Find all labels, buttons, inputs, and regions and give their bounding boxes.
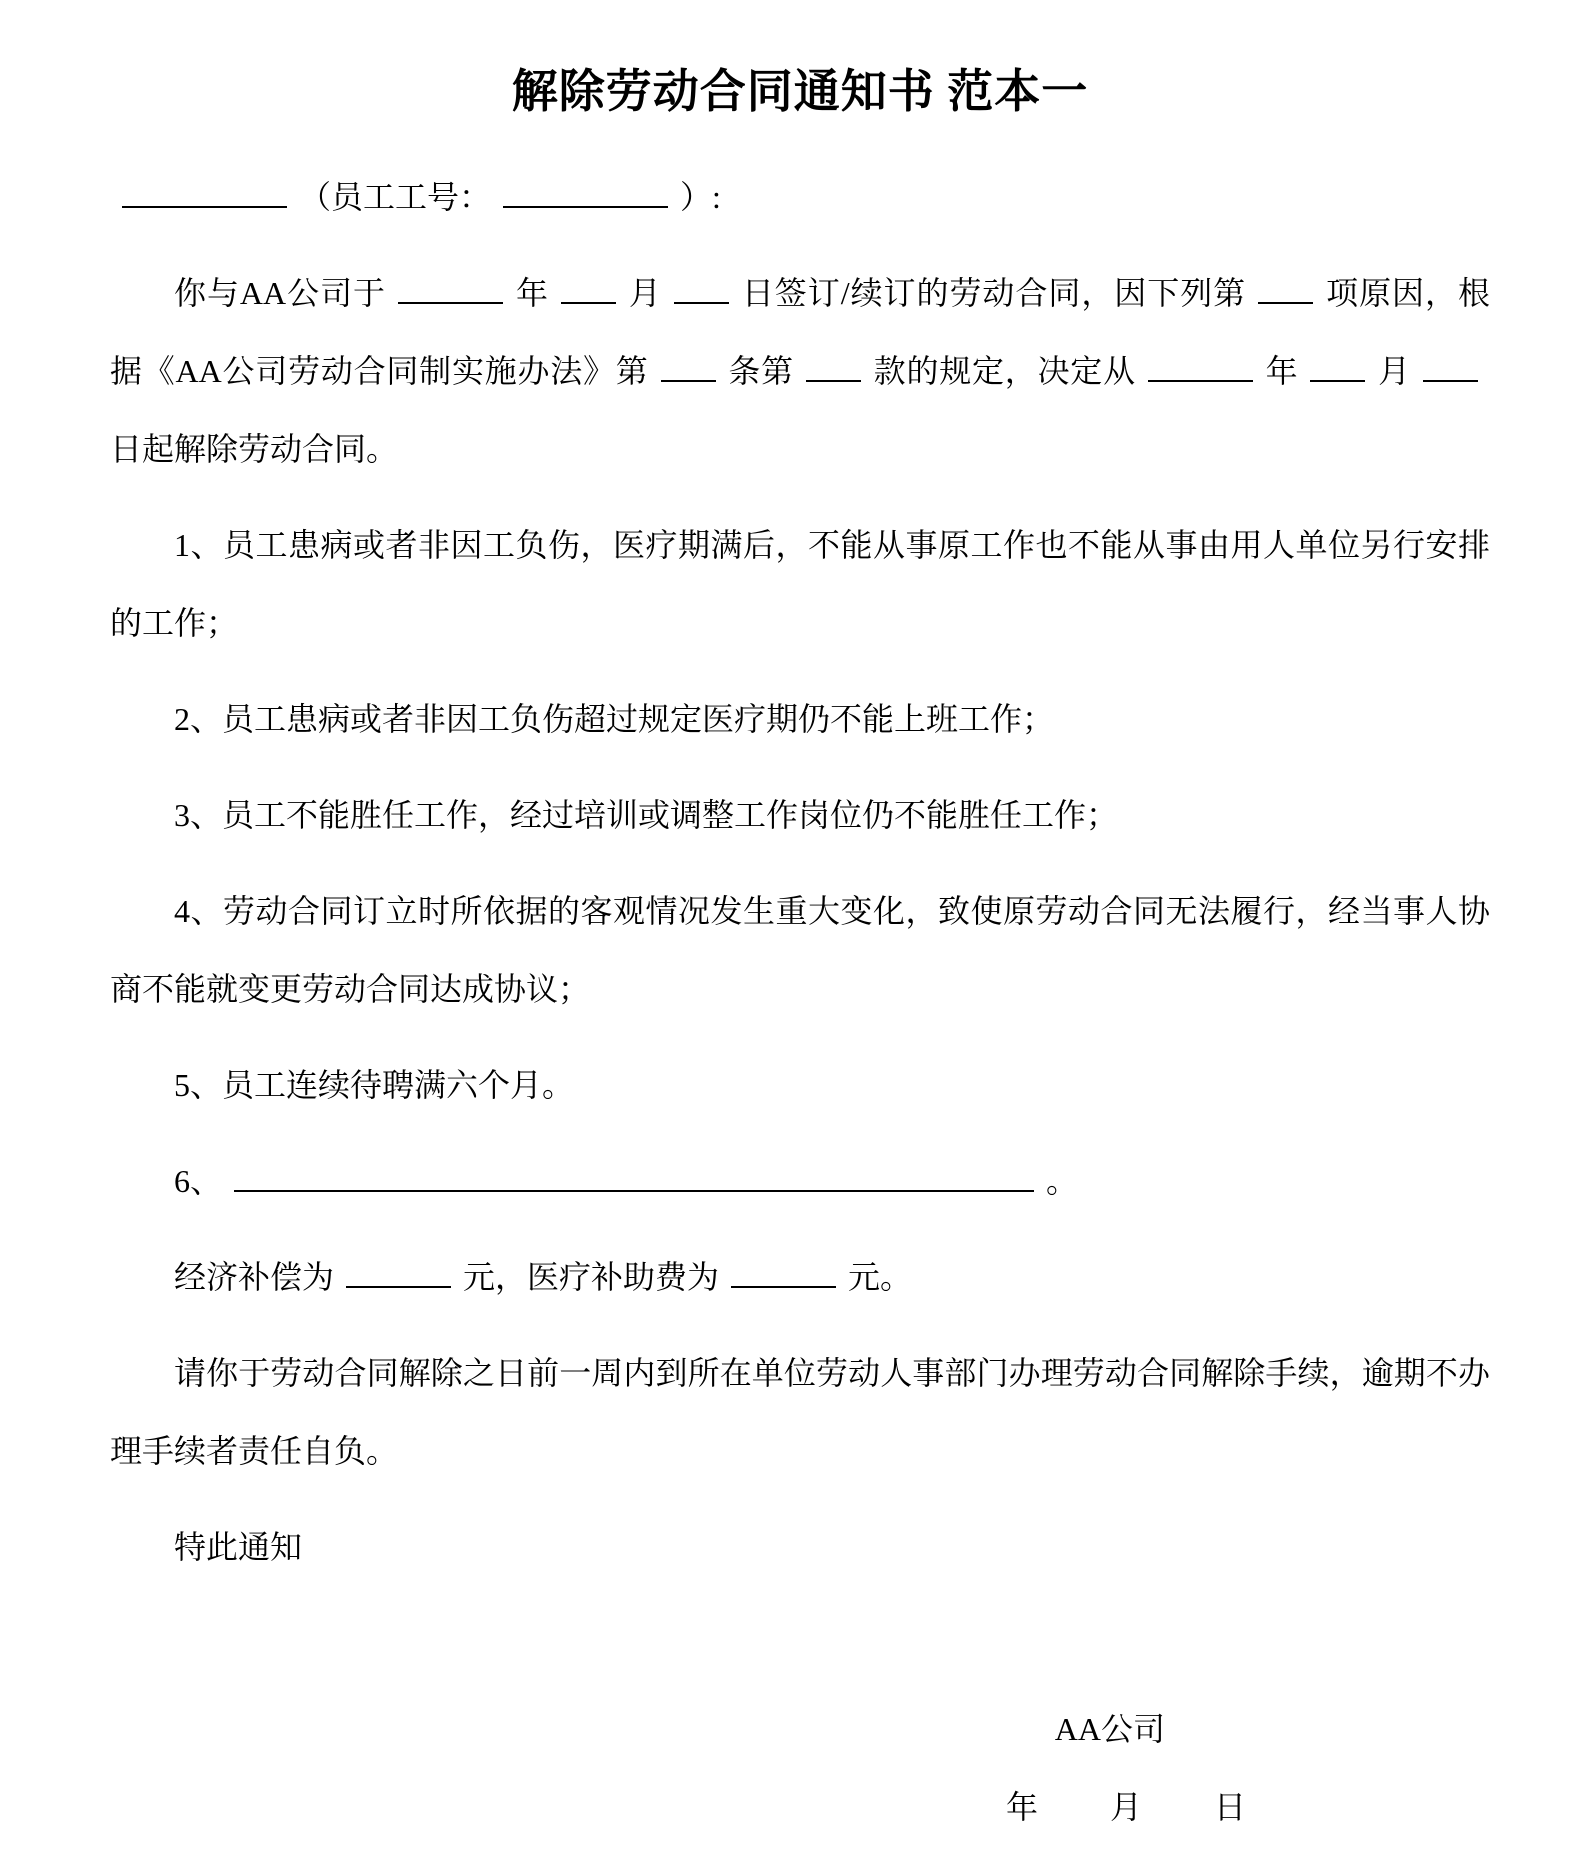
signature-month-label: 月: [1109, 1789, 1142, 1825]
fill-in-blank[interactable]: [234, 1156, 1034, 1192]
signature-company: AA公司: [1054, 1711, 1165, 1747]
text-segment: 你与AA公司于: [174, 275, 386, 311]
fill-in-blank[interactable]: [806, 346, 861, 382]
reason-item-3: 3、员工不能胜任工作，经过培训或调整工作岗位仍不能胜任工作；: [174, 797, 1119, 833]
text-segment: 年: [1264, 353, 1299, 389]
reason-item-2: 2、员工患病或者非因工负伤超过规定医疗期仍不能上班工作；: [174, 701, 1055, 737]
fill-in-blank[interactable]: [346, 1252, 451, 1288]
fill-in-blank[interactable]: [1148, 346, 1253, 382]
text-segment: 款的规定，决定从: [872, 353, 1136, 389]
text-segment: 项原因，根据《AA公司劳动合同制实施办法》第: [110, 275, 1490, 389]
fill-in-blank[interactable]: [122, 172, 287, 208]
fill-in-blank[interactable]: [503, 172, 668, 208]
fill-in-blank[interactable]: [1423, 346, 1478, 382]
text-segment: 。: [1046, 1163, 1079, 1199]
reason-item-6: [110, 1142, 1490, 1220]
fill-in-blank[interactable]: [674, 268, 729, 304]
text-segment: ）:: [680, 179, 721, 215]
signature-day-label: 日: [1213, 1789, 1246, 1825]
fill-in-blank[interactable]: [661, 346, 716, 382]
reason-item-5: 5、员工连续待聘满六个月。: [174, 1067, 575, 1103]
document-title: 解除劳动合同通知书 范本一: [511, 66, 1089, 117]
fill-in-blank[interactable]: [561, 268, 616, 304]
signature-date-line: [110, 1768, 1490, 1846]
reason-item-4: 4、劳动合同订立时所依据的客观情况发生重大变化，致使原劳动合同无法履行，经当事人协商不能就变更劳动合同达成协议；: [110, 893, 1490, 1007]
text-segment: 日起解除劳动合同。: [110, 431, 399, 467]
fill-in-blank[interactable]: [1310, 346, 1365, 382]
procedure-paragraph: 请你于劳动合同解除之日前一周内到所在单位劳动人事部门办理劳动合同解除手续，逾期不办理手续者责任自负。: [110, 1355, 1490, 1469]
text-segment: （员工工号：: [299, 179, 492, 215]
text-segment: 元，医疗补助费为: [463, 1259, 720, 1295]
compensation-line: [110, 1238, 1490, 1316]
fill-in-blank[interactable]: [398, 268, 503, 304]
text-segment: 月: [627, 275, 662, 311]
signature-year-label: 年: [1005, 1789, 1038, 1825]
fill-in-blank[interactable]: [731, 1252, 836, 1288]
fill-in-blank[interactable]: [1258, 268, 1313, 304]
text-segment: 元。: [848, 1259, 913, 1295]
addressee-line: [110, 158, 1490, 236]
text-segment: 日签订/续订的劳动合同，因下列第: [740, 275, 1247, 311]
text-segment: 经济补偿为: [174, 1259, 335, 1295]
reason-item-1: 1、员工患病或者非因工负伤，医疗期满后，不能从事原工作也不能从事由用人单位另行安排的工作；: [110, 527, 1490, 641]
intro-paragraph: [110, 254, 1490, 488]
text-segment: 条第: [727, 353, 794, 389]
text-segment: 年: [515, 275, 549, 311]
text-segment: 月: [1377, 353, 1411, 389]
closing-line: 特此通知: [174, 1529, 303, 1565]
text-segment: 6、: [174, 1163, 223, 1199]
